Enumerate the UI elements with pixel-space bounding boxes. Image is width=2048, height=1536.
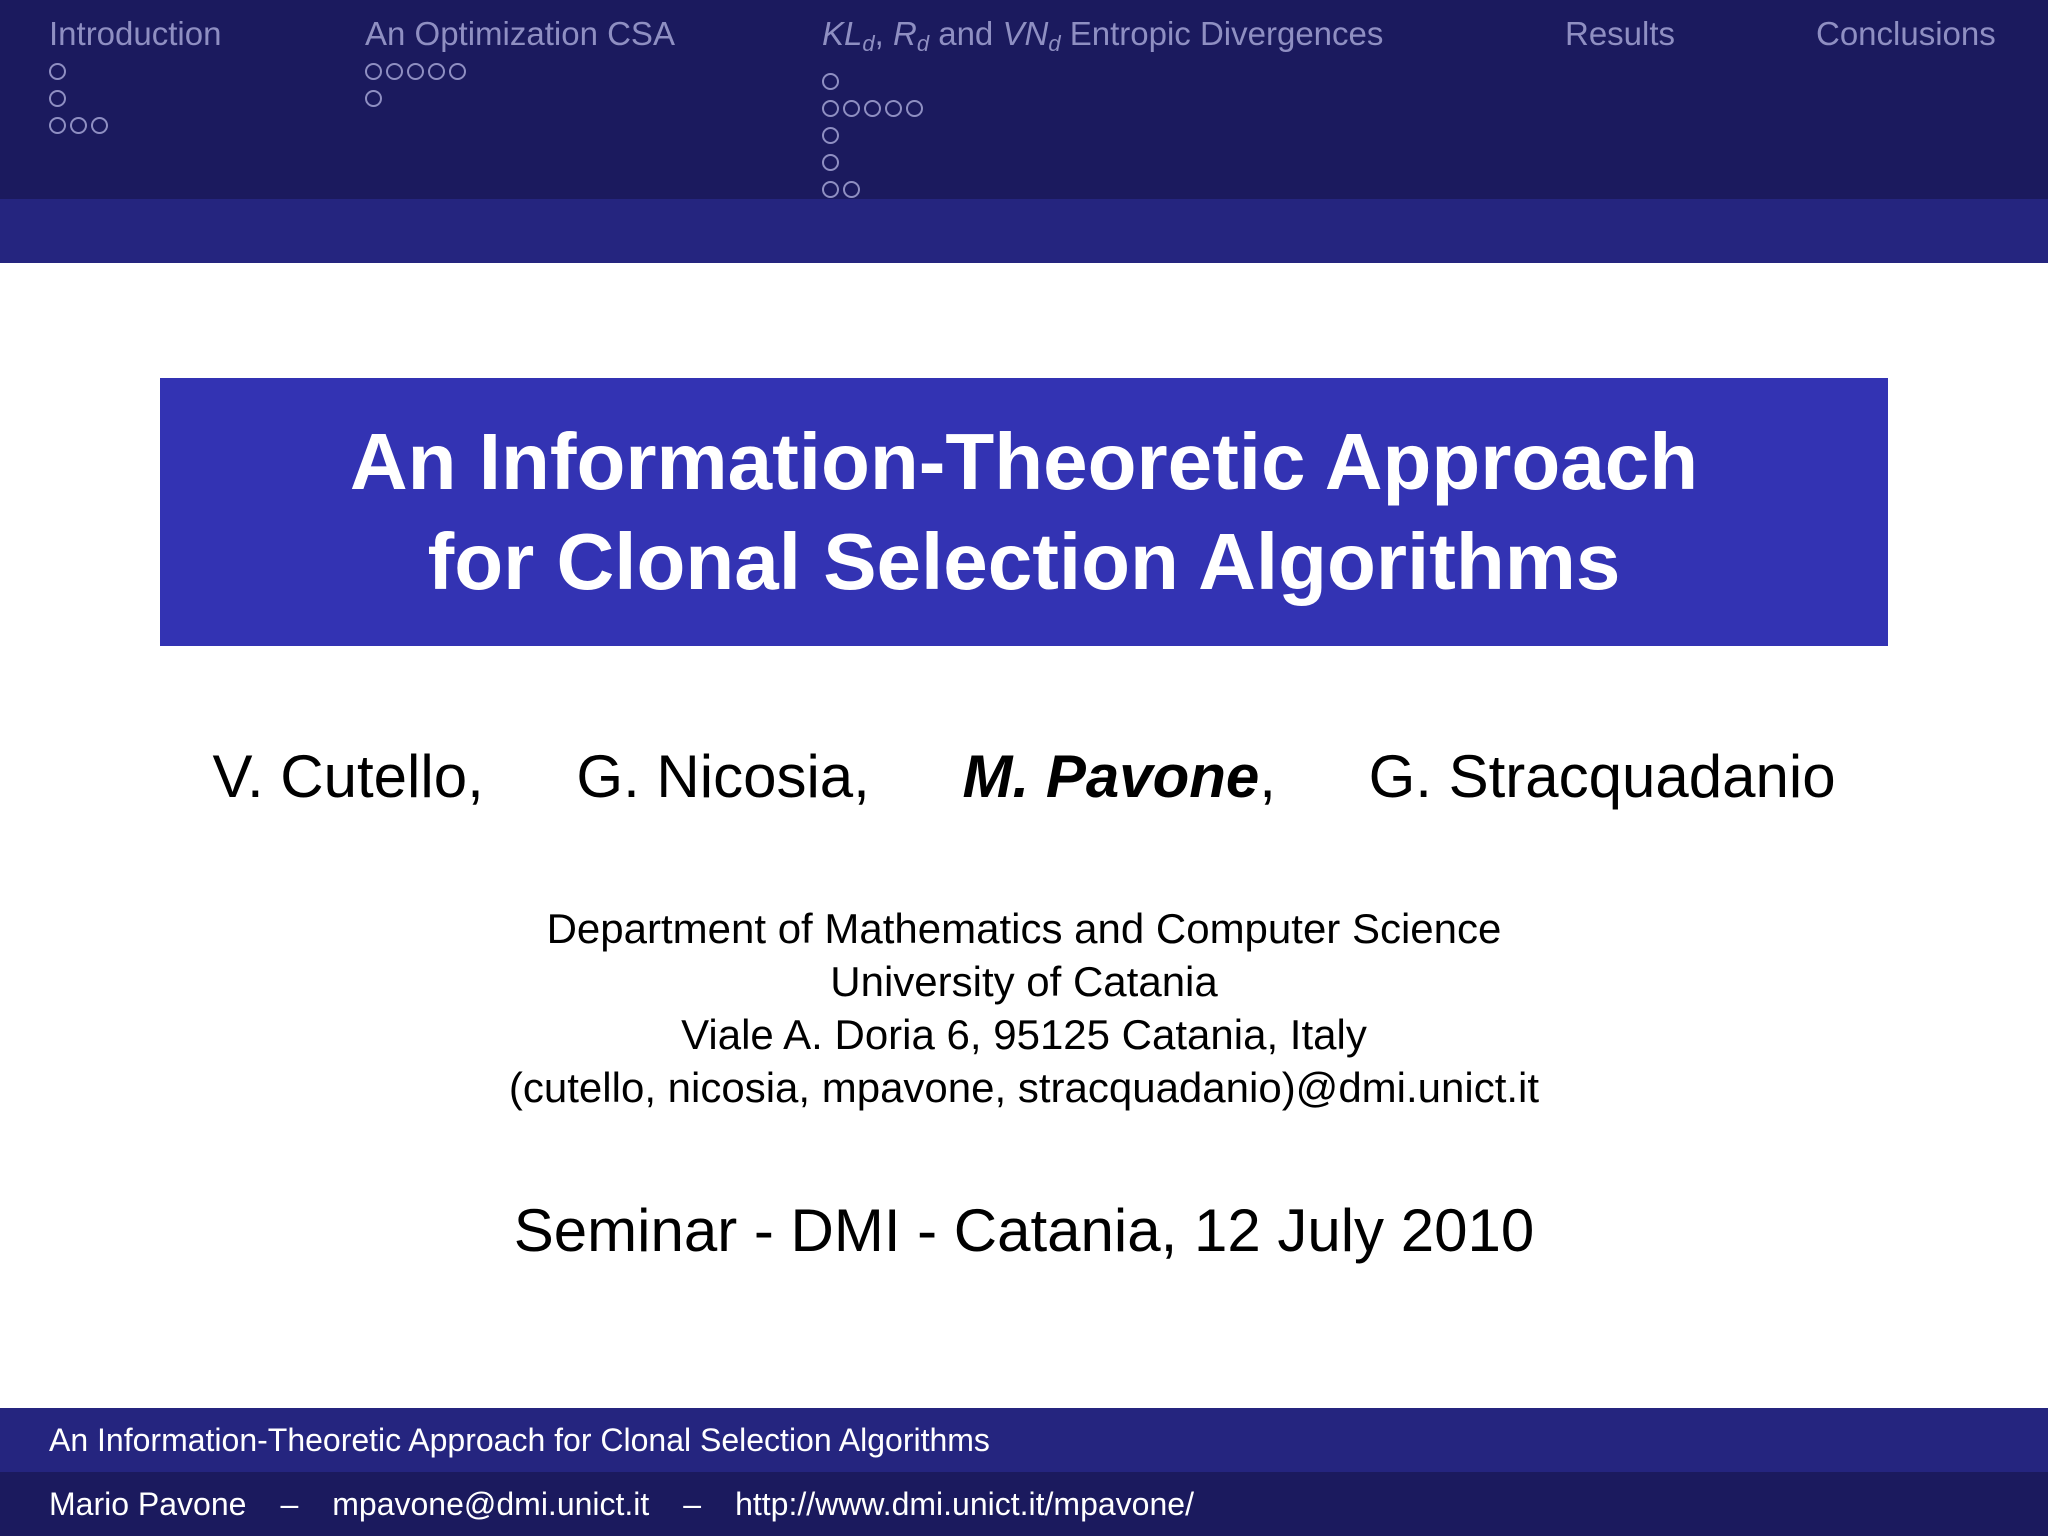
subsection-dot-icon[interactable] bbox=[70, 117, 87, 134]
event-line: Seminar - DMI - Catania, 12 July 2010 bbox=[513, 1197, 1535, 1264]
title-part: Entropic Divergences bbox=[1060, 15, 1384, 52]
affiliation-block bbox=[0, 902, 2048, 1114]
subsection-dot-icon[interactable] bbox=[906, 100, 923, 117]
department: Department of Mathematics and Computer Science bbox=[546, 905, 1502, 952]
navigation-header bbox=[0, 0, 2048, 199]
authors-line bbox=[0, 742, 2048, 811]
subsection-dot-icon[interactable] bbox=[449, 63, 466, 80]
footer-author-bar bbox=[0, 1472, 2048, 1536]
nav-section-title[interactable] bbox=[822, 14, 1383, 64]
subsection-dot-icon[interactable] bbox=[864, 100, 881, 117]
footer-title: An Information-Theoretic Approach for Clonal Selection Algorithms bbox=[49, 1421, 990, 1458]
author-name: G. Nicosia bbox=[576, 743, 854, 810]
address: Viale A. Doria 6, 95125 Catania, Italy bbox=[681, 1011, 1367, 1058]
subsection-dot-icon[interactable] bbox=[386, 63, 403, 80]
dot-row bbox=[49, 85, 221, 112]
title-part: and bbox=[929, 15, 1003, 52]
title-part: VN bbox=[1002, 15, 1049, 52]
footer-author-info bbox=[49, 1486, 1194, 1523]
subsection-dot-icon[interactable] bbox=[428, 63, 445, 80]
nav-section-title[interactable]: Results bbox=[1565, 15, 1676, 52]
nav-section-optimization-csa[interactable] bbox=[365, 14, 675, 112]
footer-author: Mario Pavone bbox=[49, 1485, 247, 1522]
subsection-dots bbox=[365, 58, 675, 112]
title-subscript: d bbox=[916, 31, 930, 56]
slide-title-line-2: for Clonal Selection Algorithms bbox=[427, 517, 1621, 606]
footer-separator: – bbox=[280, 1485, 299, 1522]
university: University of Catania bbox=[830, 958, 1218, 1005]
nav-section-title[interactable]: An Optimization CSA bbox=[365, 15, 675, 52]
author-nicosia bbox=[576, 743, 869, 810]
slide-title-line-1: An Information-Theoretic Approach bbox=[349, 417, 1699, 506]
nav-section-title[interactable]: Introduction bbox=[49, 15, 222, 52]
dot-row bbox=[365, 85, 675, 112]
author-stracquadanio bbox=[1369, 743, 1836, 810]
emails: (cutello, nicosia, mpavone, stracquadanio)@dmi.unict.it bbox=[508, 1064, 1540, 1111]
subsection-dot-icon[interactable] bbox=[49, 90, 66, 107]
author-name: G. Stracquadanio bbox=[1368, 743, 1836, 810]
comma: , bbox=[467, 743, 484, 810]
title-subscript: d bbox=[862, 31, 875, 56]
title-part: , bbox=[874, 15, 893, 52]
author-name: V. Cutello bbox=[212, 743, 468, 810]
subsection-dot-icon[interactable] bbox=[49, 63, 66, 80]
nav-section-entropic-divergences[interactable] bbox=[822, 14, 1383, 203]
footer-separator: – bbox=[683, 1485, 702, 1522]
author-name-presenter: M. Pavone bbox=[962, 743, 1260, 810]
subsection-dot-icon[interactable] bbox=[885, 100, 902, 117]
subsection-dot-icon[interactable] bbox=[843, 181, 860, 198]
subsection-dots bbox=[822, 68, 1383, 203]
subsection-dot-icon[interactable] bbox=[365, 90, 382, 107]
subsection-dot-icon[interactable] bbox=[822, 181, 839, 198]
subsection-dot-icon[interactable] bbox=[822, 154, 839, 171]
nav-section-title[interactable]: Conclusions bbox=[1816, 15, 1996, 52]
dot-row bbox=[822, 68, 1383, 95]
subsection-dot-icon[interactable] bbox=[843, 100, 860, 117]
title-subscript: d bbox=[1048, 31, 1061, 56]
dot-row bbox=[822, 122, 1383, 149]
subsection-dot-icon[interactable] bbox=[365, 63, 382, 80]
title-box bbox=[160, 378, 1888, 646]
dot-row bbox=[49, 112, 221, 139]
subsection-dot-icon[interactable] bbox=[822, 127, 839, 144]
subsection-dot-icon[interactable] bbox=[407, 63, 424, 80]
header-strip bbox=[0, 199, 2048, 263]
dot-row bbox=[822, 149, 1383, 176]
footer-url[interactable]: http://www.dmi.unict.it/mpavone/ bbox=[735, 1485, 1194, 1522]
subsection-dot-icon[interactable] bbox=[822, 100, 839, 117]
title-part: R bbox=[892, 15, 917, 52]
subsection-dots bbox=[49, 58, 221, 139]
footer-title-bar bbox=[0, 1408, 2048, 1472]
subsection-dot-icon[interactable] bbox=[822, 73, 839, 90]
nav-section-results[interactable] bbox=[1565, 14, 1675, 54]
comma: , bbox=[1259, 743, 1276, 810]
comma: , bbox=[853, 743, 870, 810]
author-pavone bbox=[963, 743, 1276, 810]
dot-row bbox=[822, 95, 1383, 122]
dot-row bbox=[49, 58, 221, 85]
subsection-dot-icon[interactable] bbox=[49, 117, 66, 134]
title-part: KL bbox=[822, 15, 863, 52]
dot-row bbox=[365, 58, 675, 85]
author-cutello bbox=[212, 743, 483, 810]
subsection-dot-icon[interactable] bbox=[91, 117, 108, 134]
footer-email[interactable]: mpavone@dmi.unict.it bbox=[332, 1485, 650, 1522]
nav-section-introduction[interactable] bbox=[49, 14, 221, 139]
nav-section-conclusions[interactable] bbox=[1816, 14, 1996, 54]
